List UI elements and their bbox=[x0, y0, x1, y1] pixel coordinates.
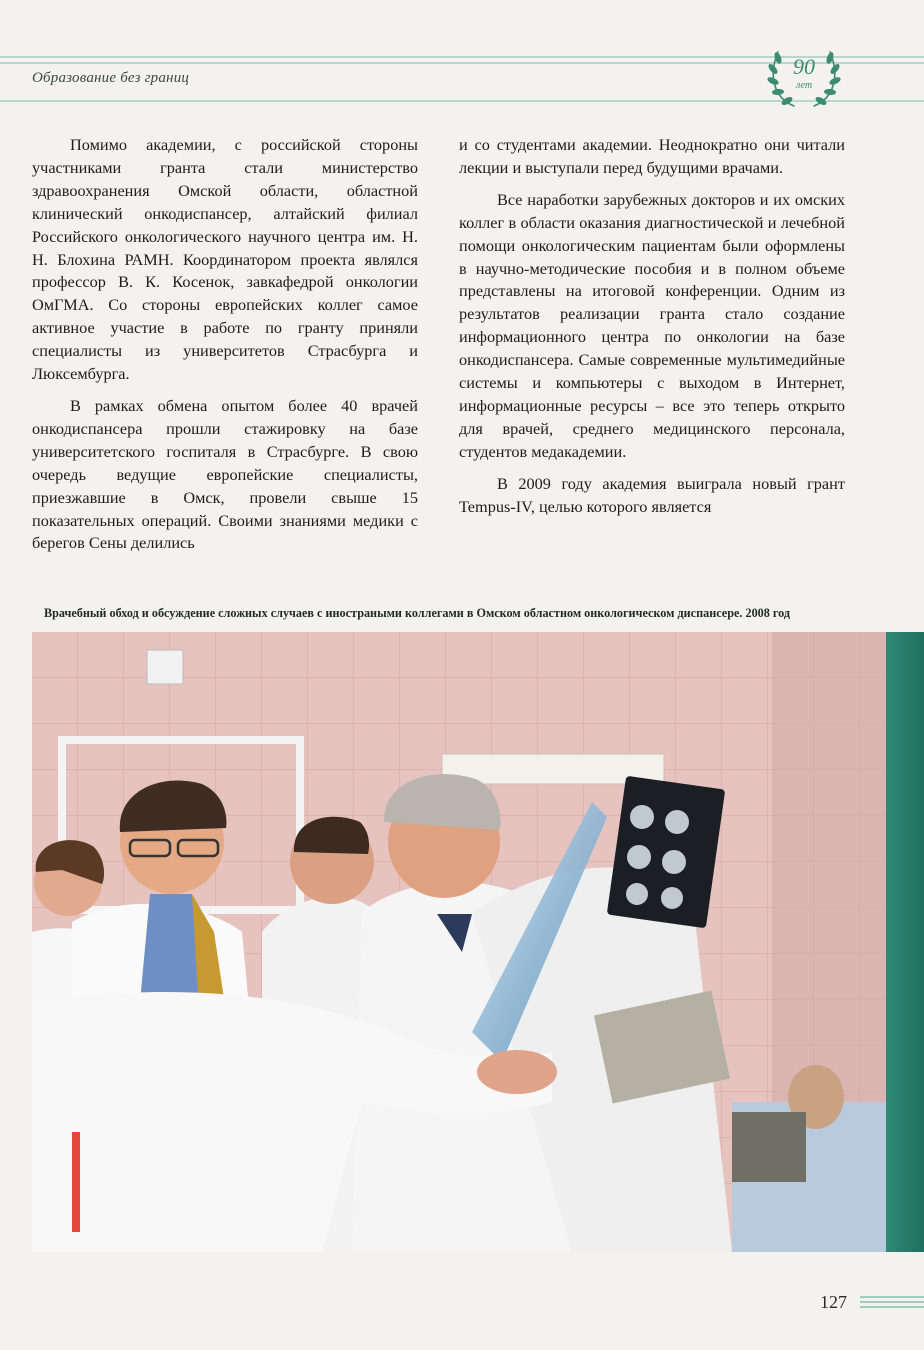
emblem-label: лет bbox=[795, 80, 813, 91]
doctors-examining-xray-illustration bbox=[32, 632, 886, 1252]
photo-caption: Врачебный обход и обсуждение сложных случаев с иностраными коллегами в Омском областном онкологическом диспансере. 2008 год bbox=[44, 606, 791, 620]
footer-rule bbox=[860, 1306, 924, 1308]
paragraph: Помимо академии, с российской стороны участниками гранта стали министерство здравоохранения Омской области, областной клинический онкодиспансер, алтайский филиал Российского онкологического научного центра им. Н. Н. Блохина РАМН. Координатором проекта являлся профессор В. К. Косенок, завкафедрой онкологии ОмГМА. Со стороны европейских коллег самое активное участие в работе по гранту приняли специалисты из университетов Страсбурга и Люксембурга. bbox=[32, 135, 418, 384]
anniversary-emblem bbox=[764, 40, 844, 112]
paragraph: В 2009 году академия выиграла новый грант Tempus-IV, целью которого является bbox=[459, 473, 845, 516]
footer-decorative-rules bbox=[860, 1296, 924, 1311]
running-title: Образование без границ bbox=[32, 70, 190, 86]
paragraph: и со студентами академии. Неоднократно они читали лекции и выступали перед будущими врачами. bbox=[459, 135, 845, 177]
emblem-number: 90 bbox=[793, 54, 815, 79]
page-number: 127 bbox=[820, 1292, 847, 1312]
footer-rule bbox=[860, 1301, 924, 1303]
left-text-column bbox=[32, 134, 418, 555]
page-edge-color-strip bbox=[886, 632, 924, 1252]
paragraph: Все наработки зарубежных докторов и их омских коллег в области оказания диагностической и лечебной помощи онкологическим пациентам были оформлены в научно-методические пособия и в полном объеме представлены на итоговой конференции. Одним из результатов реализации гранта стало создание информационного центра по онкологии на базе онкодиспансера. Самые современные мультимедийные системы и компьютеры с выходом в Интернет, информационные ресурсы – все это теперь открыто для врачей, среднего медицинского персонала, студентов медакадемии. bbox=[459, 189, 845, 461]
footer-rule bbox=[860, 1296, 924, 1298]
paragraph: В рамках обмена опытом более 40 врачей онкодиспансера прошли стажировку на базе университетского госпиталя в Страсбурге. В свою очередь ведущие европейские специалисты, приезжавшие в Омск, провели свыше 15 показательных операций. Своими знаниями медики с берегов Сены делились bbox=[32, 395, 418, 553]
right-text-column bbox=[459, 134, 845, 519]
hospital-ward-photo bbox=[32, 632, 886, 1252]
